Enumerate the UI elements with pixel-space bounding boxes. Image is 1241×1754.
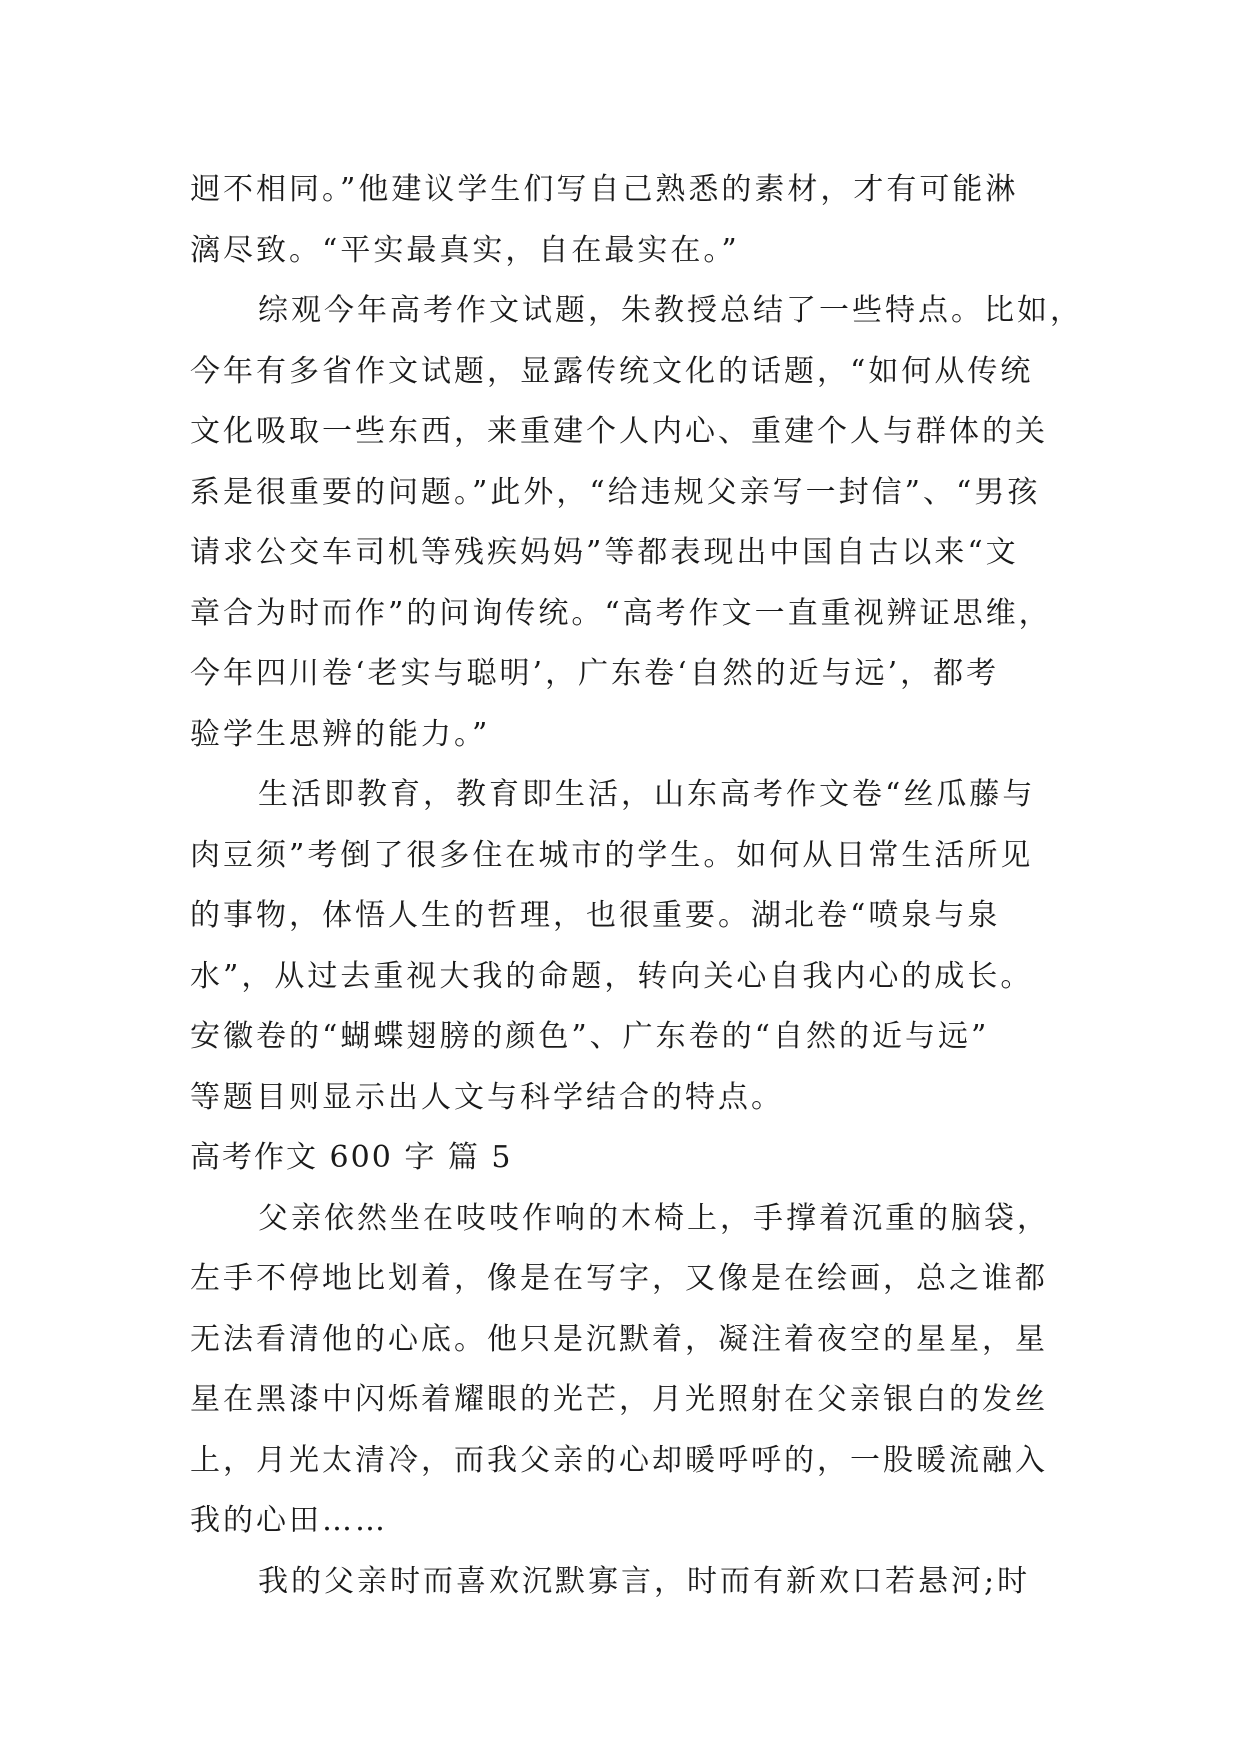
paragraph-start-line: 综观今年高考作文试题，朱教授总结了一些特点。比如， bbox=[258, 293, 1083, 328]
text-line: 请求公交车司机等残疾妈妈”等都表现出中国自古以来“文 bbox=[190, 535, 1019, 570]
document-body bbox=[190, 160, 1083, 1612]
text-line: 水”，从过去重视大我的命题，转向关心自我内心的成长。 bbox=[190, 958, 1034, 994]
paragraph-start-line: 父亲依然坐在吱吱作响的木椅上，手撑着沉重的脑袋， bbox=[258, 1200, 1050, 1236]
text-line: 系是很重要的问题。”此外，“给违规父亲写一封信”、“男孩 bbox=[190, 474, 1041, 510]
text-line: 我的心田…… bbox=[190, 1503, 388, 1538]
text-line: 无法看清他的心底。他只是沉默着，凝注着夜空的星星，星 bbox=[190, 1321, 1048, 1357]
text-line: 上，月光太清冷，而我父亲的心却暖呼呼的，一股暖流融入 bbox=[190, 1442, 1048, 1478]
text-line: 文化吸取一些东西，来重建个人内心、重建个人与群体的关 bbox=[190, 414, 1048, 449]
text-line: 章合为时而作”的问询传统。“高考作文一直重视辨证思维， bbox=[190, 595, 1052, 631]
text-line: 左手不停地比划着，像是在写字，又像是在绘画，总之谁都 bbox=[190, 1261, 1048, 1296]
text-line: 等题目则显示出人文与科学结合的特点。 bbox=[190, 1079, 784, 1115]
text-line: 的事物，体悟人生的哲理，也很重要。湖北卷“喷泉与泉 bbox=[190, 898, 1001, 933]
paragraph-start-line: 生活即教育，教育即生活，山东高考作文卷“丝瓜藤与 bbox=[258, 777, 1036, 812]
text-line: 验学生思辨的能力。” bbox=[190, 716, 491, 752]
section-heading: 高考作文 600 字 篇 5 bbox=[190, 1140, 513, 1175]
text-line: 肉豆须”考倒了很多住在城市的学生。如何从日常生活所见 bbox=[190, 837, 1034, 873]
text-line: 漓尽致。“平实最真实，自在最实在。” bbox=[190, 232, 740, 268]
paragraph-start-line: 我的父亲时而喜欢沉默寡言，时而有新欢口若悬河;时 bbox=[258, 1563, 1031, 1599]
text-line: 迥不相同。”他建议学生们写自己熟悉的素材，才有可能淋 bbox=[190, 172, 1019, 207]
text-line: 今年四川卷‘老实与聪明’，广东卷‘自然的近与远’，都考 bbox=[190, 656, 1000, 691]
text-line: 星在黑漆中闪烁着耀眼的光芒，月光照射在父亲银白的发丝 bbox=[190, 1382, 1048, 1417]
text-line: 安徽卷的“蝴蝶翅膀的颜色”、广东卷的“自然的近与远” bbox=[190, 1019, 990, 1054]
text-line: 今年有多省作文试题，显露传统文化的话题，“如何从传统 bbox=[190, 353, 1034, 389]
